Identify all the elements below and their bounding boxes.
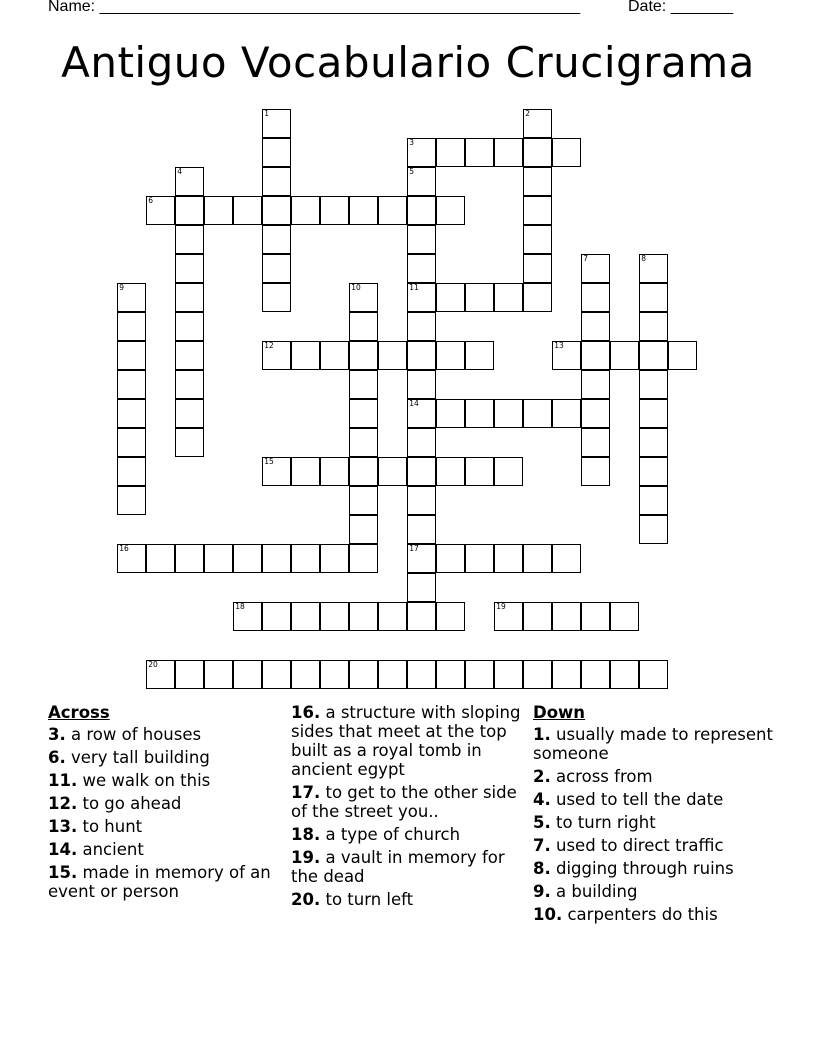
grid-cell[interactable] xyxy=(262,544,291,573)
grid-cell[interactable] xyxy=(407,428,436,457)
clue-text: to go ahead xyxy=(77,794,182,813)
clue-number: 9. xyxy=(533,882,551,901)
grid-cell[interactable] xyxy=(436,457,465,486)
cell-number: 19 xyxy=(496,602,506,612)
grid-cell[interactable] xyxy=(436,660,465,689)
grid-cell[interactable] xyxy=(639,457,668,486)
grid-cell[interactable] xyxy=(407,254,436,283)
clue-text: ancient xyxy=(77,840,144,859)
grid-cell[interactable] xyxy=(175,399,204,428)
clue-text: made in memory of an event or person xyxy=(48,863,271,901)
cell-number: 3 xyxy=(409,138,415,148)
grid-cell[interactable] xyxy=(349,486,378,515)
grid-cell[interactable] xyxy=(639,341,668,370)
grid-cell[interactable] xyxy=(552,399,581,428)
puzzle-title: Antiguo Vocabulario Crucigrama xyxy=(61,38,755,87)
grid-cell[interactable] xyxy=(175,225,204,254)
grid-cell[interactable] xyxy=(175,544,204,573)
clue-number: 19. xyxy=(291,848,321,867)
grid-cell[interactable] xyxy=(117,428,146,457)
clue-number: 13. xyxy=(48,817,78,836)
grid-cell[interactable] xyxy=(494,283,523,312)
grid-cell[interactable] xyxy=(552,602,581,631)
across-heading: Across xyxy=(48,703,110,722)
grid-cell[interactable] xyxy=(407,312,436,341)
cell-number: 17 xyxy=(409,544,419,554)
clue-text: carpenters do this xyxy=(562,905,718,924)
grid-cell[interactable] xyxy=(262,196,291,225)
grid-cell[interactable] xyxy=(349,457,378,486)
grid-cell[interactable] xyxy=(494,399,523,428)
grid-cell[interactable] xyxy=(262,167,291,196)
grid-cell[interactable] xyxy=(407,573,436,602)
grid-cell[interactable] xyxy=(320,602,349,631)
grid-cell[interactable] xyxy=(349,399,378,428)
clue-text: a building xyxy=(550,882,638,901)
grid-cell[interactable] xyxy=(204,196,233,225)
grid-cell[interactable] xyxy=(581,341,610,370)
grid-cell[interactable] xyxy=(175,196,204,225)
grid-cell[interactable] xyxy=(639,283,668,312)
clue-item xyxy=(48,771,278,790)
grid-cell[interactable] xyxy=(523,544,552,573)
grid-cell[interactable] xyxy=(291,341,320,370)
clue-item xyxy=(291,848,529,886)
grid-cell[interactable] xyxy=(494,602,523,631)
grid-cell[interactable] xyxy=(639,428,668,457)
clue-text: digging through ruins xyxy=(550,859,734,878)
grid-cell[interactable] xyxy=(378,341,407,370)
cell-number: 16 xyxy=(119,544,129,554)
grid-cell[interactable] xyxy=(436,602,465,631)
grid-cell[interactable] xyxy=(407,138,436,167)
grid-cell[interactable] xyxy=(175,167,204,196)
grid-cell[interactable] xyxy=(233,602,262,631)
grid-cell[interactable] xyxy=(175,341,204,370)
grid-cell[interactable] xyxy=(349,428,378,457)
clue-number: 6. xyxy=(48,748,66,767)
clue-number: 15. xyxy=(48,863,78,882)
clue-number: 3. xyxy=(48,725,66,744)
grid-cell[interactable] xyxy=(407,515,436,544)
clue-item xyxy=(291,890,529,909)
clue-item xyxy=(533,725,773,763)
down-heading: Down xyxy=(533,703,586,722)
grid-cell[interactable] xyxy=(291,457,320,486)
grid-cell[interactable] xyxy=(436,341,465,370)
grid-cell[interactable] xyxy=(523,283,552,312)
grid-cell[interactable] xyxy=(610,660,639,689)
grid-cell[interactable] xyxy=(581,370,610,399)
clue-number: 1. xyxy=(533,725,551,744)
grid-cell[interactable] xyxy=(407,225,436,254)
name-field[interactable]: Name: ______________________________________________________ xyxy=(48,0,581,15)
grid-cell[interactable] xyxy=(465,544,494,573)
grid-cell[interactable] xyxy=(117,370,146,399)
clue-item xyxy=(48,748,278,767)
grid-cell[interactable] xyxy=(175,312,204,341)
grid-cell[interactable] xyxy=(523,225,552,254)
grid-cell[interactable] xyxy=(320,660,349,689)
cell-number: 8 xyxy=(641,254,647,264)
clue-number: 4. xyxy=(533,790,551,809)
grid-cell[interactable] xyxy=(291,196,320,225)
grid-cell[interactable] xyxy=(117,457,146,486)
grid-cell[interactable] xyxy=(465,283,494,312)
grid-cell[interactable] xyxy=(581,660,610,689)
grid-cell[interactable] xyxy=(639,486,668,515)
grid-cell[interactable] xyxy=(407,399,436,428)
grid-cell[interactable] xyxy=(581,399,610,428)
grid-cell[interactable] xyxy=(407,283,436,312)
clue-item xyxy=(291,825,529,844)
grid-cell[interactable] xyxy=(175,283,204,312)
clue-item xyxy=(291,703,529,779)
grid-cell[interactable] xyxy=(117,283,146,312)
clue-text: used to tell the date xyxy=(550,790,724,809)
grid-cell[interactable] xyxy=(204,660,233,689)
grid-cell[interactable] xyxy=(378,602,407,631)
grid-cell[interactable] xyxy=(581,312,610,341)
clue-number: 20. xyxy=(291,890,321,909)
grid-cell[interactable] xyxy=(581,254,610,283)
grid-cell[interactable] xyxy=(262,225,291,254)
grid-cell[interactable] xyxy=(117,341,146,370)
grid-cell[interactable] xyxy=(349,544,378,573)
grid-cell[interactable] xyxy=(291,544,320,573)
grid-cell[interactable] xyxy=(436,544,465,573)
grid-cell[interactable] xyxy=(523,660,552,689)
grid-cell[interactable] xyxy=(146,660,175,689)
grid-cell[interactable] xyxy=(523,602,552,631)
clue-number: 5. xyxy=(533,813,551,832)
grid-cell[interactable] xyxy=(117,312,146,341)
cell-number: 10 xyxy=(351,283,361,293)
grid-cell[interactable] xyxy=(407,544,436,573)
grid-cell[interactable] xyxy=(581,283,610,312)
clue-item xyxy=(48,840,278,859)
grid-cell[interactable] xyxy=(378,457,407,486)
clue-item xyxy=(533,905,773,924)
grid-cell[interactable] xyxy=(552,660,581,689)
grid-cell[interactable] xyxy=(610,602,639,631)
grid-cell[interactable] xyxy=(494,457,523,486)
clue-number: 12. xyxy=(48,794,78,813)
clue-item xyxy=(48,725,278,744)
grid-cell[interactable] xyxy=(349,370,378,399)
grid-cell[interactable] xyxy=(407,370,436,399)
grid-cell[interactable] xyxy=(465,138,494,167)
grid-cell[interactable] xyxy=(320,196,349,225)
clue-item xyxy=(533,790,773,809)
grid-cell[interactable] xyxy=(639,515,668,544)
grid-cell[interactable] xyxy=(639,254,668,283)
grid-cell[interactable] xyxy=(407,660,436,689)
cell-number: 1 xyxy=(264,109,270,119)
grid-cell[interactable] xyxy=(117,486,146,515)
grid-cell[interactable] xyxy=(639,399,668,428)
grid-cell[interactable] xyxy=(494,544,523,573)
grid-cell[interactable] xyxy=(204,544,233,573)
grid-cell[interactable] xyxy=(378,196,407,225)
grid-cell[interactable] xyxy=(436,283,465,312)
grid-cell[interactable] xyxy=(494,138,523,167)
grid-cell[interactable] xyxy=(262,602,291,631)
clue-text: a row of houses xyxy=(65,725,202,744)
across-clues xyxy=(48,703,278,905)
clue-item xyxy=(533,859,773,878)
grid-cell[interactable] xyxy=(552,544,581,573)
grid-cell[interactable] xyxy=(349,283,378,312)
grid-cell[interactable] xyxy=(146,196,175,225)
clue-item xyxy=(48,794,278,813)
grid-cell[interactable] xyxy=(262,254,291,283)
grid-cell[interactable] xyxy=(436,138,465,167)
grid-cell[interactable] xyxy=(262,109,291,138)
across-clues-continued xyxy=(291,703,529,913)
grid-cell[interactable] xyxy=(146,544,175,573)
grid-cell[interactable] xyxy=(117,399,146,428)
grid-cell[interactable] xyxy=(668,341,697,370)
grid-cell[interactable] xyxy=(291,602,320,631)
clue-number: 7. xyxy=(533,836,551,855)
clue-number: 18. xyxy=(291,825,321,844)
cell-number: 14 xyxy=(409,399,419,409)
grid-cell[interactable] xyxy=(349,660,378,689)
grid-cell[interactable] xyxy=(523,138,552,167)
grid-cell[interactable] xyxy=(581,602,610,631)
grid-cell[interactable] xyxy=(436,196,465,225)
cell-number: 20 xyxy=(148,660,158,670)
clue-text: we walk on this xyxy=(77,771,211,790)
clue-number: 8. xyxy=(533,859,551,878)
grid-cell[interactable] xyxy=(349,196,378,225)
clue-text: to turn left xyxy=(320,890,414,909)
cell-number: 18 xyxy=(235,602,245,612)
grid-cell[interactable] xyxy=(407,167,436,196)
grid-cell[interactable] xyxy=(523,196,552,225)
grid-cell[interactable] xyxy=(349,602,378,631)
grid-cell[interactable] xyxy=(610,341,639,370)
clue-item xyxy=(533,767,773,786)
clue-text: used to direct traffic xyxy=(550,836,724,855)
grid-cell[interactable] xyxy=(639,660,668,689)
grid-cell[interactable] xyxy=(175,428,204,457)
clue-text: a structure with sloping sides that meet at the top built as a royal tomb in ancient egypt xyxy=(291,703,521,779)
clue-item xyxy=(533,813,773,832)
cell-number: 4 xyxy=(177,167,183,177)
grid-cell[interactable] xyxy=(465,457,494,486)
grid-cell[interactable] xyxy=(291,660,320,689)
grid-cell[interactable] xyxy=(175,254,204,283)
grid-cell[interactable] xyxy=(552,138,581,167)
clue-text: a type of church xyxy=(320,825,461,844)
grid-cell[interactable] xyxy=(407,341,436,370)
grid-cell[interactable] xyxy=(262,660,291,689)
grid-cell[interactable] xyxy=(436,399,465,428)
cell-number: 2 xyxy=(525,109,531,119)
grid-cell[interactable] xyxy=(320,544,349,573)
down-clues xyxy=(533,703,773,928)
grid-cell[interactable] xyxy=(117,544,146,573)
cell-number: 11 xyxy=(409,283,419,293)
grid-cell[interactable] xyxy=(175,660,204,689)
grid-cell[interactable] xyxy=(349,515,378,544)
grid-cell[interactable] xyxy=(523,399,552,428)
cell-number: 7 xyxy=(583,254,589,264)
grid-cell[interactable] xyxy=(175,370,204,399)
grid-cell[interactable] xyxy=(378,660,407,689)
grid-cell[interactable] xyxy=(233,544,262,573)
clue-text: usually made to represent someone xyxy=(533,725,773,763)
grid-cell[interactable] xyxy=(465,660,494,689)
cell-number: 9 xyxy=(119,283,125,293)
grid-cell[interactable] xyxy=(523,167,552,196)
clue-text: to hunt xyxy=(77,817,143,836)
clue-number: 11. xyxy=(48,771,78,790)
grid-cell[interactable] xyxy=(407,486,436,515)
cell-number: 6 xyxy=(148,196,154,206)
clue-number: 14. xyxy=(48,840,78,859)
grid-cell[interactable] xyxy=(552,341,581,370)
grid-cell[interactable] xyxy=(639,312,668,341)
grid-cell[interactable] xyxy=(523,254,552,283)
grid-cell[interactable] xyxy=(320,341,349,370)
clue-item xyxy=(48,817,278,836)
grid-cell[interactable] xyxy=(262,341,291,370)
clue-text: to get to the other side of the street you.. xyxy=(291,783,517,821)
clue-item xyxy=(533,836,773,855)
grid-cell[interactable] xyxy=(465,399,494,428)
grid-cell[interactable] xyxy=(523,109,552,138)
clue-text: across from xyxy=(550,767,653,786)
clue-item xyxy=(48,863,278,901)
clue-number: 16. xyxy=(291,703,321,722)
clue-number: 17. xyxy=(291,783,321,802)
clue-number: 10. xyxy=(533,905,563,924)
grid-cell[interactable] xyxy=(233,660,262,689)
clue-item xyxy=(291,783,529,821)
grid-cell[interactable] xyxy=(349,341,378,370)
grid-cell[interactable] xyxy=(581,457,610,486)
cell-number: 12 xyxy=(264,341,274,351)
grid-cell[interactable] xyxy=(639,370,668,399)
grid-cell[interactable] xyxy=(262,457,291,486)
grid-cell[interactable] xyxy=(262,138,291,167)
grid-cell[interactable] xyxy=(494,660,523,689)
clue-text: very tall building xyxy=(65,748,210,767)
cell-number: 15 xyxy=(264,457,274,467)
grid-cell[interactable] xyxy=(349,312,378,341)
clue-text: to turn right xyxy=(550,813,656,832)
grid-cell[interactable] xyxy=(320,457,349,486)
grid-cell[interactable] xyxy=(233,196,262,225)
clue-number: 2. xyxy=(533,767,551,786)
cell-number: 5 xyxy=(409,167,415,177)
date-field[interactable]: Date: _______ xyxy=(628,0,733,15)
grid-cell[interactable] xyxy=(581,428,610,457)
grid-cell[interactable] xyxy=(407,196,436,225)
clue-text: a vault in memory for the dead xyxy=(291,848,505,886)
grid-cell[interactable] xyxy=(262,283,291,312)
grid-cell[interactable] xyxy=(407,602,436,631)
cell-number: 13 xyxy=(554,341,564,351)
grid-cell[interactable] xyxy=(465,341,494,370)
grid-cell[interactable] xyxy=(407,457,436,486)
clue-item xyxy=(533,882,773,901)
